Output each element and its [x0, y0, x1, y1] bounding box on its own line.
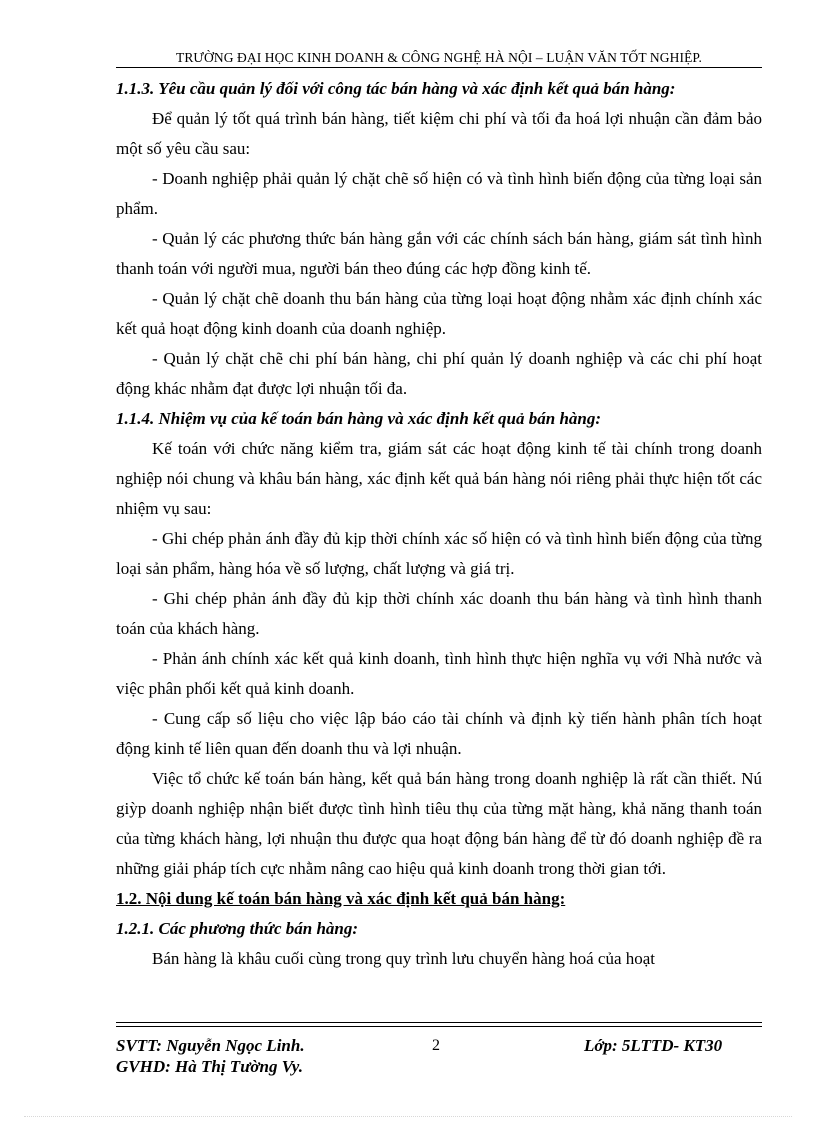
page-header: TRƯỜNG ĐẠI HỌC KINH DOANH & CÔNG NGHỆ HÀ NỘI – LUẬN VĂN TỐT NGHIỆP. — [175, 50, 703, 65]
paragraph: Bán hàng là khâu cuối cùng trong quy trình lưu chuyển hàng hoá của hoạt — [152, 949, 656, 968]
heading-1-2-1: 1.2.1. Các phương thức bán hàng: — [116, 919, 359, 938]
paragraph: Kế toán với chức năng kiểm tra, giám sát các hoạt động kinh tế tài chính trong doanh nghiệp nói chung và khâu bán hàng, xác định kết quả bán hàng nói riêng phải thực hiện tốt các nhiệm vụ sau: — [116, 439, 762, 518]
heading-1-2: 1.2. Nội dung kế toán bán hàng và xác định kết quả bán hàng: — [116, 889, 566, 908]
header-rule — [116, 67, 762, 68]
bullet-paragraph: - Cung cấp số liệu cho việc lập báo cáo tài chính và định kỳ tiến hành phân tích hoạt động kinh tế liên quan đến doanh thu và lợi nhuận. — [116, 709, 762, 758]
footer-rule — [116, 1026, 762, 1027]
heading-1-1-3: 1.1.3. Yêu cầu quản lý đối với công tác bán hàng và xác định kết quả bán hàng: — [116, 79, 676, 98]
footer-rule — [116, 1022, 762, 1023]
footer-student: SVTT: Nguyễn Ngọc Linh. — [116, 1036, 305, 1055]
bullet-paragraph: - Quản lý các phương thức bán hàng gắn với các chính sách bán hàng, giám sát tình hình thanh toán với người mua, người bán theo đúng các hợp đồng kinh tế. — [116, 229, 762, 278]
bullet-paragraph: - Ghi chép phản ánh đầy đủ kịp thời chính xác số hiện có và tình hình biến động của từng loại sản phẩm, hàng hóa về số lượng, chất lượng và giá trị. — [116, 529, 762, 578]
bullet-paragraph: - Ghi chép phản ánh đầy đủ kịp thời chính xác doanh thu bán hàng và tình hình thanh toán của khách hàng. — [116, 589, 762, 638]
bullet-paragraph: - Quản lý chặt chẽ chi phí bán hàng, chi phí quản lý doanh nghiệp và các chi phí hoạt động khác nhằm đạt được lợi nhuận tối đa. — [116, 349, 762, 398]
paragraph: Để quản lý tốt quá trình bán hàng, tiết kiệm chi phí và tối đa hoá lợi nhuận cần đảm bảo một số yêu cầu sau: — [116, 109, 762, 158]
heading-1-1-4: 1.1.4. Nhiệm vụ của kế toán bán hàng và xác định kết quả bán hàng: — [116, 409, 602, 428]
page-number: 2 — [432, 1037, 440, 1054]
footer-advisor: GVHD: Hà Thị Tường Vy. — [116, 1057, 303, 1076]
bullet-paragraph: - Phản ánh chính xác kết quả kinh doanh, tình hình thực hiện nghĩa vụ với Nhà nước và việc phân phối kết quả kinh doanh. — [116, 649, 762, 698]
footer-class: Lớp: 5LTTD- KT30 — [584, 1036, 723, 1055]
bullet-paragraph: - Doanh nghiệp phải quản lý chặt chẽ số hiện có và tình hình biến động của từng loại sản phẩm. — [116, 169, 762, 218]
bullet-paragraph: - Quản lý chặt chẽ doanh thu bán hàng của từng loại hoạt động nhằm xác định chính xác kết quả hoạt động kinh doanh của doanh nghiệp. — [116, 289, 762, 338]
page-body — [116, 74, 762, 974]
page-edge-dots — [24, 1116, 792, 1117]
paragraph: Việc tổ chức kế toán bán hàng, kết quả bán hàng trong doanh nghiệp là rất cần thiết. Nú giỳp doanh nghiệp nhận biết được tình hình tiêu thụ của từng mặt hàng, khả năng thanh toán của từng khách hàng, lợi nhuận thu được qua hoạt động bán hàng để từ đó doanh nghiệp đề ra những giải pháp tích cực nhằm nâng cao hiệu quả kinh doanh trong thời gian tới. — [116, 769, 762, 878]
